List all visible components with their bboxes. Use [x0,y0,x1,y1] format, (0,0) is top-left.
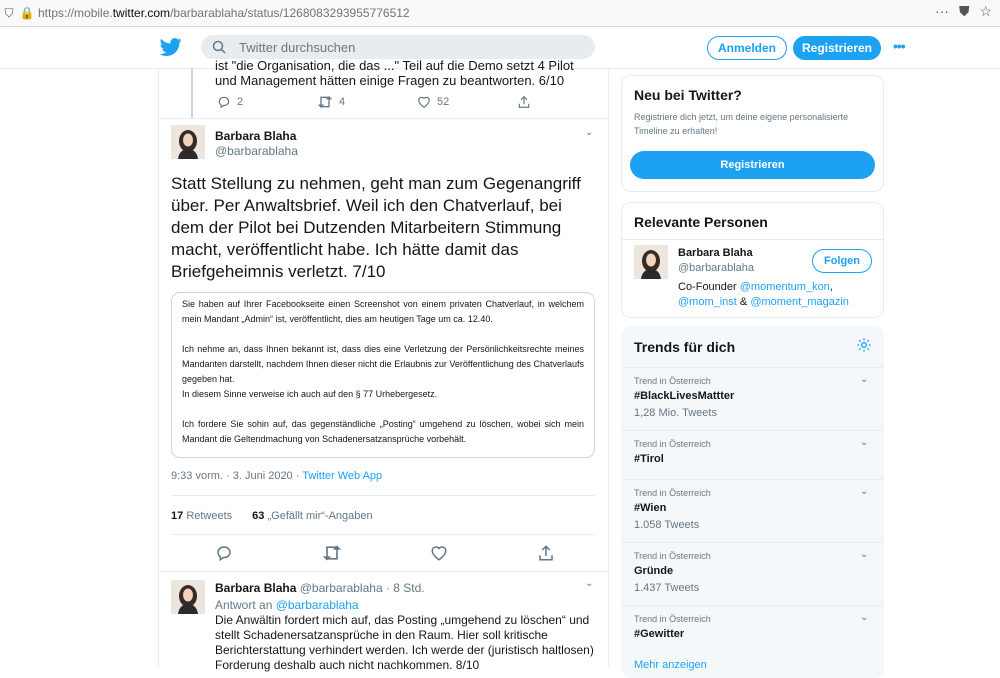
trend-tweet-count: 1.058 Tweets [634,519,700,531]
divider [622,239,883,240]
more-menu-icon[interactable]: ••• [893,38,905,54]
source-app-link[interactable]: Twitter Web App [302,470,383,482]
bio-link[interactable]: @mom_inst [678,296,737,308]
trend-location: Trend in Österreich [634,551,711,561]
person-name[interactable]: Barbara Blaha [678,247,753,259]
bookmark-star-icon[interactable]: ☆ [979,3,992,19]
search-box[interactable] [201,35,595,59]
page-actions-icon[interactable]: ··· [934,3,949,19]
search-icon [201,40,237,54]
share-icon[interactable] [537,544,555,562]
pocket-icon[interactable]: ⛊ [958,3,970,19]
trend-tweet-count: 1.437 Tweets [634,582,700,594]
person-bio: Co-Founder @momentum_kon, @mom_inst & @moment_magazin [678,281,849,308]
trend-location: Trend in Österreich [634,614,711,624]
bio-link[interactable]: @momentum_kon [739,281,830,293]
reply-icon[interactable] [215,544,233,562]
chevron-down-icon[interactable]: ⌄ [860,549,869,560]
tweet-stats [171,510,373,522]
avatar[interactable] [634,245,668,279]
tweet-timestamp: 9:33 vorm. · 3. Juni 2020 · Twitter Web App [171,470,383,482]
browser-url-bar[interactable] [0,0,1000,27]
retweet-button[interactable] [317,95,417,109]
letter-paragraph: Ich nehme an, dass Ihnen bekannt ist, dass dies eine Verletzung der Persönlichkeitsrechte meines Mandanten darstellt, nachdem Ihnen dieser nicht die Erlaubnis zur Veröffentlichung des Chatverlaufs gegeben hat. [182,344,584,384]
tweet-actions [215,544,555,562]
heart-icon [417,95,431,109]
trend-name: #BlackLivesMattter [634,390,735,402]
tweet-thread [158,58,609,672]
author-handle[interactable]: @barbarablaha [215,144,298,158]
show-more-link[interactable]: Mehr anzeigen [634,659,707,671]
letter-paragraph: Ich fordere Sie sohin auf, das gegenständliche „Posting“ umgehend zu löschen, wobei sich mein Mandant die Geltendmachung von Schadenersatzansprüche vorbehält. [182,419,584,444]
gear-icon[interactable] [856,337,872,353]
trends-title: Trends für dich [634,339,736,355]
chevron-down-icon[interactable]: ⌄ [860,437,869,448]
trend-name: #Gewitter [634,628,685,640]
signup-title: Neu bei Twitter? [634,87,742,103]
reply-author[interactable]: Barbara Blaha @barbarablaha · 8 Std. [215,581,425,595]
previous-tweet-text: ist "die Organisation, die das ..." Teil auf die Demo setzt 4 Pilot und Management hätten einige Fragen zu beantworten. 6/10 [215,58,574,88]
divider [159,571,608,572]
chevron-down-icon[interactable]: ⌄ [860,612,869,623]
trend-item[interactable] [622,367,883,430]
previous-tweet-actions [217,95,617,109]
likes-stat[interactable]: 63 „Gefällt mir“-Angaben [252,510,373,522]
trend-location: Trend in Österreich [634,439,711,449]
register-button[interactable]: Registrieren [793,36,881,60]
letter-paragraph: In diesem Sinne verweise ich auch auf den § 77 Urhebergesetz. [182,389,438,399]
login-button[interactable]: Anmelden [707,36,787,60]
trend-location: Trend in Österreich [634,376,711,386]
shield-icon[interactable]: ⛉ [4,5,14,20]
tweet-text: Statt Stellung zu nehmen, geht man zum Gegenangriff über. Per Anwaltsbrief. Weil ich den Chatverlauf, bei dem der Pilot bei Dutzenden Mitarbeitern Stimmung macht, veröffentlicht habe. Ich hätte damit das Briefgeheimnis verletzt. 7/10 [171,174,581,281]
attached-image[interactable] [171,292,595,458]
letter-paragraph: Sie haben auf Ihrer Facebookseite einen Screenshot von einem privaten Chatverlauf, in welchem mein Mandant „Admin“ ist, veröffentlicht, dies am heutigen Tage um ca. 12.40. [182,299,584,324]
retweet-count: 4 [339,96,346,108]
divider [159,118,608,119]
bio-link[interactable]: @moment_magazin [750,296,849,308]
trend-location: Trend in Österreich [634,488,711,498]
relevant-people-title: Relevante Personen [634,214,768,230]
author-name[interactable]: Barbara Blaha [215,129,297,143]
reply-to-link[interactable]: @barbarablaha [275,598,359,612]
trends-card [621,326,884,678]
search-input[interactable] [237,39,581,56]
chevron-down-icon[interactable]: ⌄ [860,374,869,385]
share-icon [517,95,531,109]
chevron-down-icon[interactable]: ⌄ [585,127,594,138]
signup-description: Registriere dich jetzt, um deine eigene personalisierte Timeline zu erhalten! [634,112,849,136]
divider [171,534,595,535]
heart-icon[interactable] [430,544,448,562]
url-text[interactable]: https://mobile.twitter.com/barbarablaha/status/1268083293955776512 [38,6,410,20]
chevron-down-icon[interactable]: ⌄ [585,578,594,589]
retweets-stat[interactable]: 17 Retweets [171,510,233,522]
trend-name: #Wien [634,502,667,514]
relevant-people-card [621,202,884,318]
trend-name: #Tirol [634,453,664,465]
retweet-icon [317,95,333,109]
signup-card [621,75,884,192]
reply-icon [217,95,231,109]
share-button[interactable] [517,95,617,109]
trend-name: Gründe [634,565,674,577]
reply-count: 2 [237,96,244,108]
reply-button[interactable] [217,95,317,109]
like-button[interactable] [417,95,517,109]
twitter-bird-icon[interactable] [160,36,182,58]
follow-button[interactable]: Folgen [812,249,872,273]
reply-tweet-text: Die Anwältin fordert mich auf, das Posting „umgehend zu löschen“ und stellt Schadenersatzansprüche in den Raum. Hier soll kritische Berichterstattung verhindert werden. Ich werde der (juristisch haltlosen) Forderung deshalb auch nicht nachkommen. 8/10 [215,613,594,672]
avatar[interactable] [171,125,205,159]
trend-tweet-count: 1,28 Mio. Tweets [634,407,717,419]
person-handle[interactable]: @barbarablaha [678,262,754,274]
thread-connector [191,68,193,118]
trend-item[interactable] [622,542,883,605]
lock-icon: 🔒 [19,6,35,20]
reply-to-line: Antwort an @barbarablaha [215,598,359,612]
divider [171,495,595,496]
trend-item[interactable] [622,479,883,542]
avatar[interactable] [171,580,205,614]
retweet-icon[interactable] [322,544,342,562]
chevron-down-icon[interactable]: ⌄ [860,486,869,497]
signup-register-button[interactable]: Registrieren [630,151,875,179]
like-count: 52 [437,96,450,108]
